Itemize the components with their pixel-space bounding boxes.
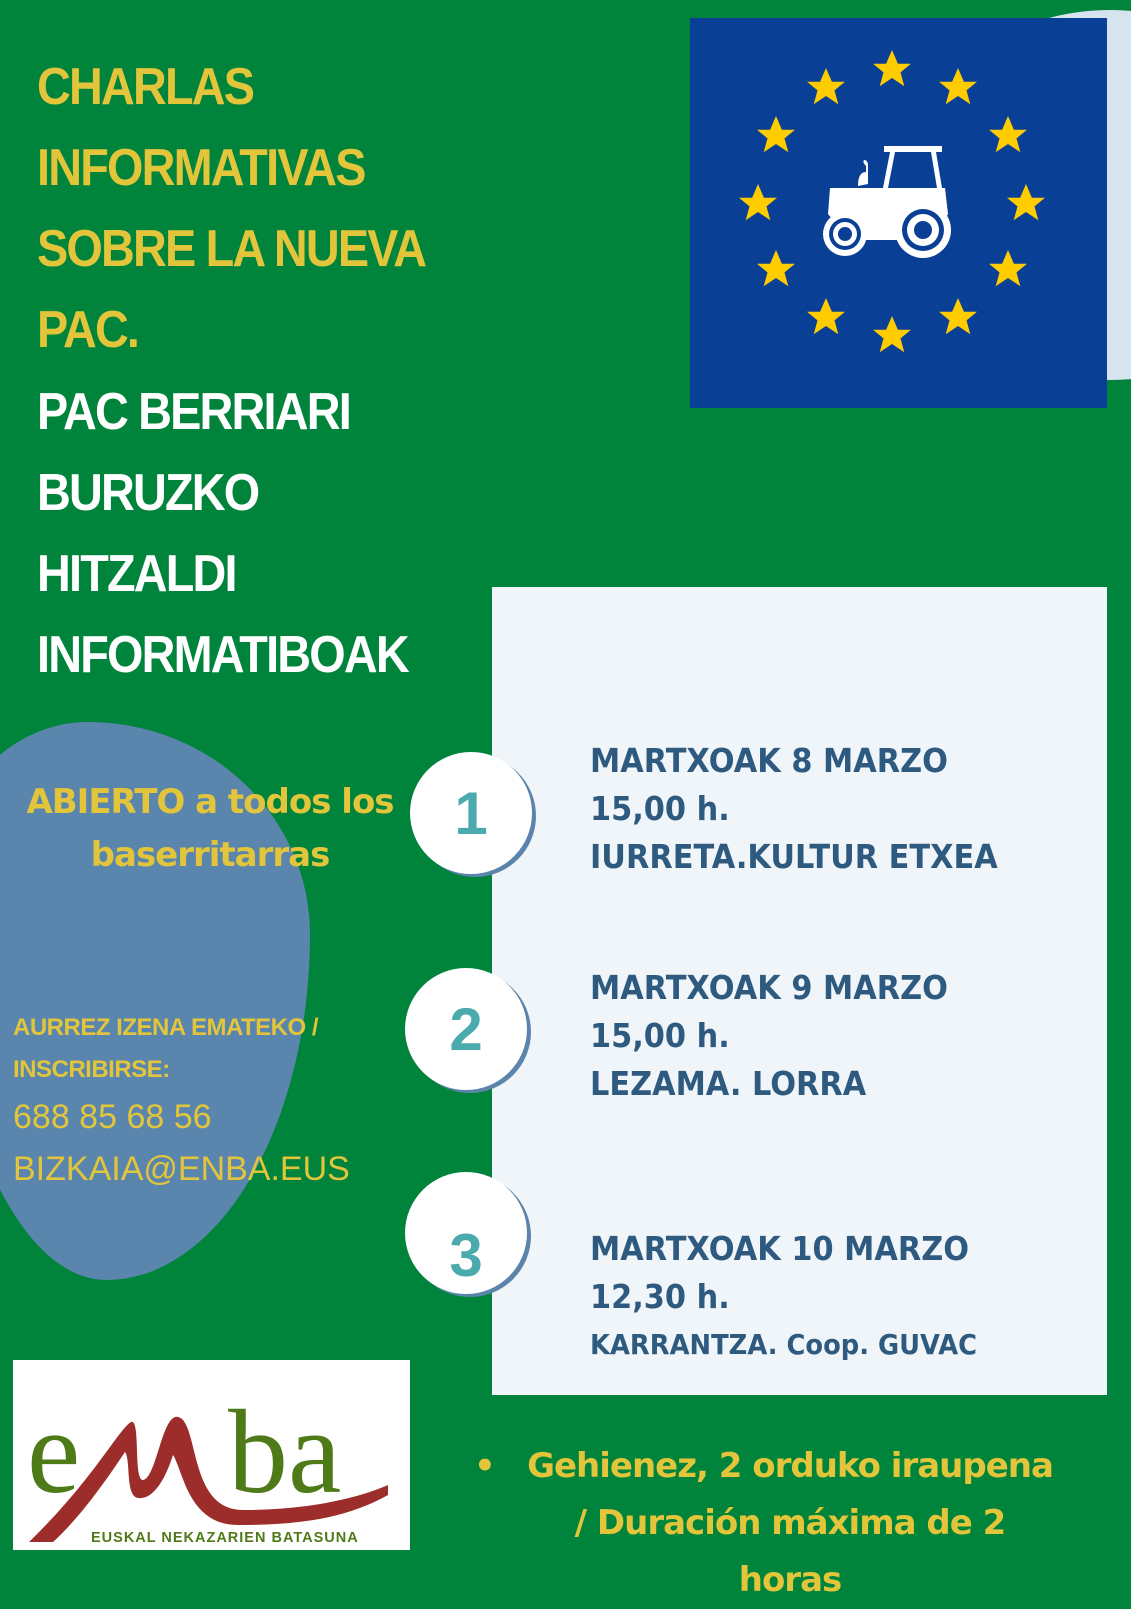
title-es-line: INFORMATIVAS [37, 139, 365, 197]
event-number-text: 3 [449, 1222, 483, 1289]
duration-note [460, 1438, 1120, 1609]
enba-logo-graphic [13, 1360, 410, 1550]
duration-line2: / Duración máxima de 2 [574, 1503, 1006, 1543]
event-number-badge: 1 [410, 752, 532, 874]
registration-info [13, 1007, 350, 1195]
event-time: 15,00 h. [590, 789, 730, 828]
event-number-badge: 2 [405, 968, 527, 1090]
logo-tagline: EUSKAL NEKAZARIEN BATASUNA [91, 1530, 359, 1546]
duration-line3: horas [738, 1560, 842, 1600]
registration-label-line2: INSCRIBIRSE: [13, 1056, 170, 1083]
event-number-badge [405, 1172, 527, 1294]
phone-number[interactable]: 688 85 68 56 [13, 1098, 212, 1136]
title-es-line: CHARLAS [37, 58, 254, 116]
open-note-line2: baserritarras [90, 835, 330, 875]
open-note-bold: ABIERTO [26, 782, 185, 822]
email-address[interactable]: BIZKAIA@ENBA.EUS [13, 1150, 350, 1188]
event-place: LEZAMA. LORRA [590, 1064, 867, 1103]
logo-letters-ba: ba [228, 1385, 342, 1518]
title-eu-line: PAC BERRIARI [37, 383, 350, 441]
event-time: 12,30 h. [590, 1277, 730, 1316]
bullet-icon: • [474, 1446, 495, 1486]
title-eu-line: INFORMATIBOAK [37, 626, 408, 684]
logo-letter-e: e [27, 1385, 81, 1518]
open-note-rest: a todos los [184, 782, 394, 822]
event-place: IURRETA.KULTUR ETXEA [590, 837, 998, 876]
eu-flag-tractor-icon [690, 18, 1107, 408]
registration-label-line1: AURREZ IZENA EMATEKO / [13, 1014, 318, 1041]
duration-line1: Gehienez, 2 orduko iraupena [527, 1446, 1053, 1486]
title-es-line: PAC. [37, 301, 139, 359]
title-eu-line: BURUZKO [37, 464, 259, 522]
open-to-all-note [10, 776, 410, 882]
event-item [590, 1225, 977, 1369]
event-item [590, 964, 948, 1108]
event-date: MARTXOAK 8 MARZO [590, 741, 948, 780]
title-basque [37, 372, 408, 696]
event-date: MARTXOAK 10 MARZO [590, 1229, 970, 1268]
event-item [590, 737, 998, 881]
tractor-icon [823, 146, 951, 258]
enba-logo [13, 1360, 410, 1550]
event-date: MARTXOAK 9 MARZO [590, 968, 948, 1007]
title-es-line: SOBRE LA NUEVA [37, 220, 426, 278]
eu-stars-tractor-graphic [690, 18, 1107, 408]
event-place: KARRANTZA. Coop. GUVAC [590, 1328, 978, 1361]
event-time: 15,00 h. [590, 1016, 730, 1055]
title-spanish [37, 47, 425, 371]
title-eu-line: HITZALDI [37, 545, 236, 603]
